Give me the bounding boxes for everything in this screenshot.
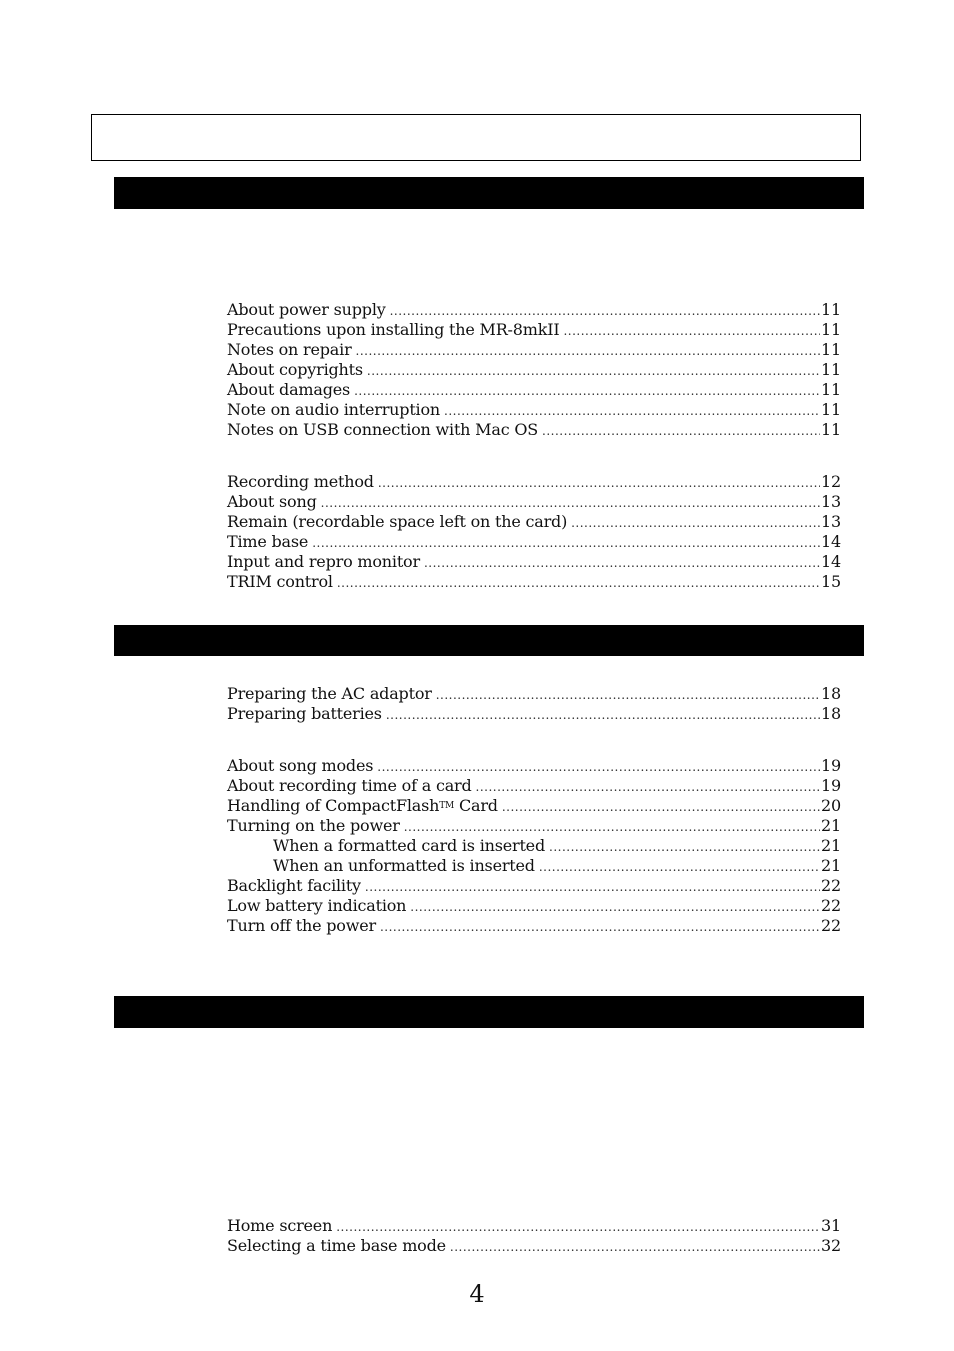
toc-subentry[interactable] xyxy=(227,856,841,876)
toc-entry-label: Notes on USB connection with Mac OS xyxy=(227,420,539,439)
toc-entry-page: 31 xyxy=(821,1216,841,1235)
toc-entry-label: Preparing batteries xyxy=(227,704,382,723)
toc-entry[interactable] xyxy=(227,552,841,572)
toc-entry-page: 18 xyxy=(821,684,841,703)
toc-entry[interactable] xyxy=(227,704,841,724)
toc-entry-label: Note on audio interruption xyxy=(227,400,441,419)
toc-entry[interactable] xyxy=(227,572,841,592)
toc-entry[interactable] xyxy=(227,756,841,776)
toc-entry[interactable] xyxy=(227,896,841,916)
toc-entry-page: 11 xyxy=(821,380,841,399)
dot-leader xyxy=(336,1217,820,1237)
dot-leader xyxy=(444,401,820,421)
toc-entry-label: About recording time of a card xyxy=(227,776,472,795)
toc-entry-label: Home screen xyxy=(227,1216,333,1235)
dot-leader xyxy=(390,301,820,321)
dot-leader xyxy=(337,573,820,593)
toc-entry-page: 20 xyxy=(821,796,841,815)
toc-entry-page: 22 xyxy=(821,876,841,895)
toc-entry-page: 11 xyxy=(821,320,841,339)
toc-entry[interactable] xyxy=(227,360,841,380)
toc-entry-label: About power supply xyxy=(227,300,386,319)
toc-entry-page: 14 xyxy=(821,532,841,551)
toc-entry-page: 19 xyxy=(821,756,841,775)
dot-leader xyxy=(377,757,820,777)
toc-entry[interactable] xyxy=(227,420,841,440)
toc-entry[interactable] xyxy=(227,400,841,420)
toc-entry-page: 19 xyxy=(821,776,841,795)
toc-entry-page: 11 xyxy=(821,300,841,319)
dot-leader xyxy=(367,361,820,381)
toc-entry[interactable] xyxy=(227,684,841,704)
dot-leader xyxy=(424,553,820,573)
section-header-bar xyxy=(114,625,864,656)
toc-entry[interactable] xyxy=(227,340,841,360)
dot-leader xyxy=(410,897,820,917)
toc-entry-page: 21 xyxy=(821,836,841,855)
toc-entry[interactable] xyxy=(227,380,841,400)
dot-leader xyxy=(549,837,820,857)
toc-entry-page: 11 xyxy=(821,340,841,359)
toc-group-5 xyxy=(227,1216,841,1256)
toc-entry-label: Time base xyxy=(227,532,309,551)
toc-entry-page: 11 xyxy=(821,360,841,379)
dot-leader xyxy=(450,1237,820,1257)
page-number: 4 xyxy=(469,1280,485,1308)
toc-entry-label: Turning on the power xyxy=(227,816,400,835)
toc-entry[interactable] xyxy=(227,320,841,340)
toc-entry-label: Input and repro monitor xyxy=(227,552,420,571)
toc-entry-page: 32 xyxy=(821,1236,841,1255)
toc-entry[interactable] xyxy=(227,472,841,492)
toc-entry-page: 11 xyxy=(821,420,841,439)
toc-entry-page: 22 xyxy=(821,896,841,915)
toc-entry-label: Recording method xyxy=(227,472,374,491)
toc-entry-page: 21 xyxy=(821,816,841,835)
toc-entry-label: TRIM control xyxy=(227,572,333,591)
toc-entry-page: 21 xyxy=(821,856,841,875)
toc-entry[interactable] xyxy=(227,1216,841,1236)
dot-leader xyxy=(539,857,820,877)
toc-entry-label xyxy=(227,796,498,816)
title-box xyxy=(91,114,861,161)
toc-entry-label: Turn off the power xyxy=(227,916,376,935)
section-header-bar xyxy=(114,177,864,209)
section-header-bar xyxy=(114,996,864,1028)
toc-entry-label: About damages xyxy=(227,380,351,399)
toc-entry-page: 22 xyxy=(821,916,841,935)
dot-leader xyxy=(312,533,820,553)
toc-entry-label: When a formatted card is inserted xyxy=(273,836,545,855)
toc-subentry[interactable] xyxy=(227,836,841,856)
toc-entry[interactable] xyxy=(227,1236,841,1256)
toc-entry[interactable] xyxy=(227,300,841,320)
toc-entry[interactable] xyxy=(227,796,841,816)
dot-leader xyxy=(321,493,820,513)
toc-entry-label: Preparing the AC adaptor xyxy=(227,684,432,703)
toc-entry-label: Remain (recordable space left on the card) xyxy=(227,512,568,531)
toc-entry[interactable] xyxy=(227,776,841,796)
toc-entry-page: 13 xyxy=(821,492,841,511)
dot-leader xyxy=(365,877,820,897)
dot-leader xyxy=(404,817,820,837)
dot-leader xyxy=(436,685,820,705)
toc-group-3 xyxy=(227,684,841,724)
dot-leader xyxy=(502,797,820,817)
toc-entry[interactable] xyxy=(227,816,841,836)
toc-entry-label-suffix: Card xyxy=(454,796,498,815)
toc-entry-label: About song xyxy=(227,492,317,511)
toc-entry-label: Selecting a time base mode xyxy=(227,1236,446,1255)
dot-leader xyxy=(542,421,820,441)
toc-group-2 xyxy=(227,472,841,592)
toc-entry-label: Precautions upon installing the MR-8mkII xyxy=(227,320,560,339)
toc-entry-page: 14 xyxy=(821,552,841,571)
toc-entry-page: 12 xyxy=(821,472,841,491)
toc-entry[interactable] xyxy=(227,916,841,936)
toc-entry-label: Backlight facility xyxy=(227,876,361,895)
dot-leader xyxy=(571,513,820,533)
toc-entry-label: When an unformatted is inserted xyxy=(273,856,535,875)
toc-entry-label: Notes on repair xyxy=(227,340,352,359)
toc-entry[interactable] xyxy=(227,532,841,552)
toc-group-1 xyxy=(227,300,841,440)
dot-leader xyxy=(563,321,820,341)
toc-entry[interactable] xyxy=(227,512,841,532)
toc-entry-label: About song modes xyxy=(227,756,374,775)
dot-leader xyxy=(386,705,820,725)
toc-entry-page: 15 xyxy=(821,572,841,591)
dot-leader xyxy=(380,917,820,937)
dot-leader xyxy=(378,473,820,493)
toc-entry-label: About copyrights xyxy=(227,360,363,379)
dot-leader xyxy=(476,777,820,797)
toc-entry-page: 13 xyxy=(821,512,841,531)
toc-entry-label-text: Handling of CompactFlash xyxy=(227,796,440,815)
toc-entry[interactable] xyxy=(227,492,841,512)
trademark-mark: TM xyxy=(439,801,455,811)
toc-entry[interactable] xyxy=(227,876,841,896)
dot-leader xyxy=(354,381,820,401)
dot-leader xyxy=(356,341,821,361)
toc-group-4 xyxy=(227,756,841,936)
toc-entry-page: 11 xyxy=(821,400,841,419)
toc-entry-page: 18 xyxy=(821,704,841,723)
toc-entry-label: Low battery indication xyxy=(227,896,407,915)
